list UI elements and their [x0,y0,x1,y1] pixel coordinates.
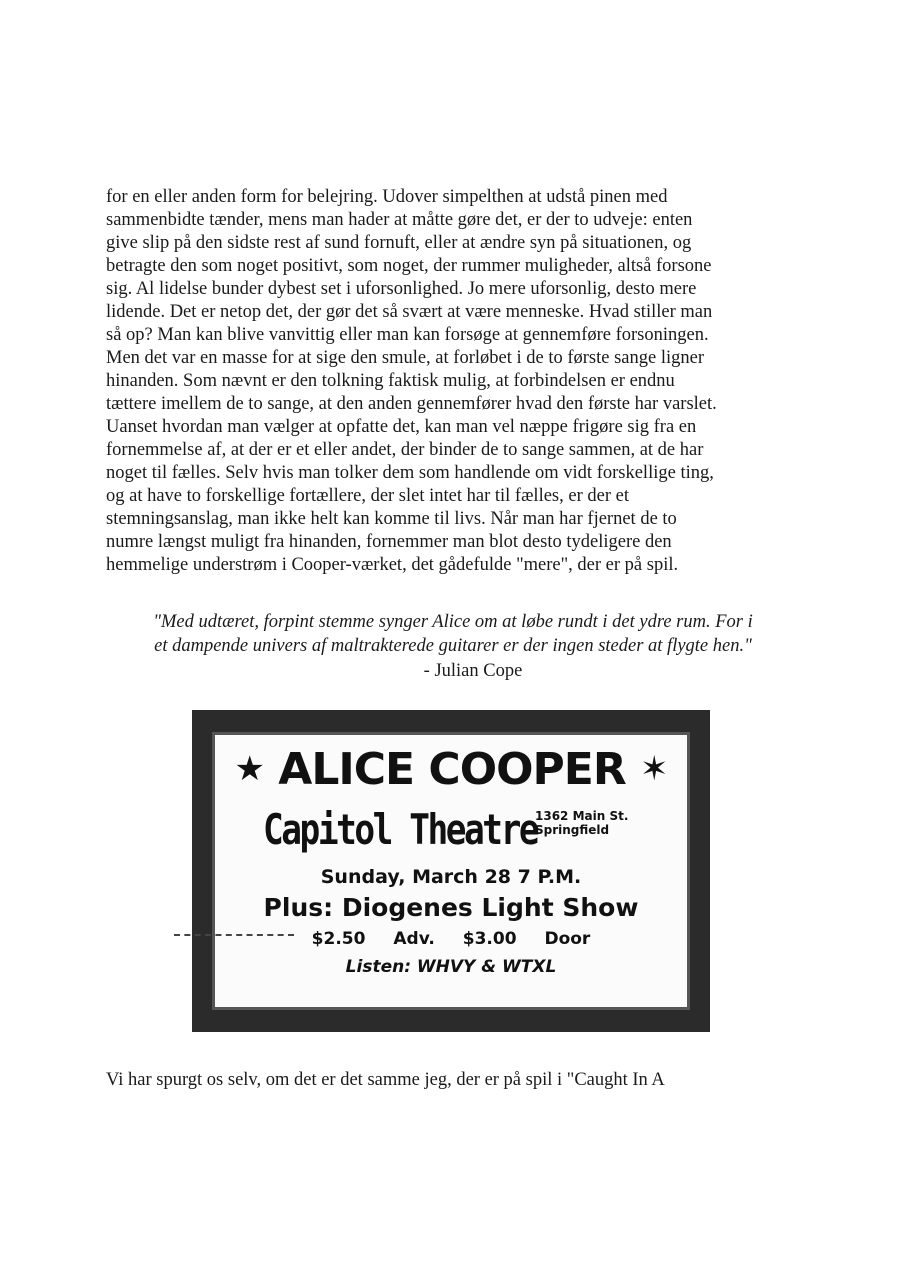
body-line: numre længst muligt fra hinanden, fornemmer man blot desto tydeligere den [106,532,672,552]
quote-line: et dampende univers af maltrakterede guitarer er der ingen steder at flygte hen." [154,636,752,656]
ad-address-street: 1362 Main St. [535,809,629,823]
star-icon: ✶ [640,749,668,789]
body-line: tættere imellem de to sange, at den anden gennemfører hvad den første har varslet. [106,394,717,414]
quote-attribution: - Julian Cope [423,661,523,681]
body-line: hinanden. Som nævnt er den tolkning faktisk mulig, at forbindelsen er endnu [106,371,675,391]
body-line: give slip på den sidste rest af sund fornuft, eller at ændre syn på situationen, og [106,233,692,253]
ad-venue-row [215,801,687,859]
final-line: Vi har spurgt os selv, om det er det samme jeg, der er på spil i "Caught In A [106,1070,665,1090]
body-line: sig. Al lidelse bunder dybest set i uforsonlighed. Jo mere uforsonlig, desto mere [106,279,697,299]
ad-venue: Capitol Theatre [263,805,538,854]
ad-headline-row [215,743,687,795]
body-line: og at have to forskellige fortællere, der slet intet har til fælles, er der et [106,486,629,506]
star-icon: ★ [234,749,264,789]
quote-block [100,610,806,684]
body-line: noget til fælles. Selv hvis man tolker dem som handlende om vidt forskellige ting, [106,463,714,483]
scan-artifact-dash [174,934,294,936]
body-line: Men det var en masse for at sige den smule, at forløbet i de to første sange ligner [106,348,704,368]
ad-headline: ALICE COOPER [278,744,626,795]
body-line: så op? Man kan blive vanvittig eller man kan forsøge at gennemføre forsoningen. [106,325,709,345]
ad-address [535,809,628,837]
body-paragraph [106,186,806,577]
ad-listen: Listen: WHVY & WTXL [345,957,557,977]
ad-address-city: Springfield [535,823,610,837]
concert-ad-clipping [192,710,710,1032]
body-line: stemningsanslag, man ikke helt kan komme til livs. Når man har fjernet de to [106,509,677,529]
body-line: lidende. Det er netop det, der gør det så svært at være menneske. Hvad stiller man [106,302,713,322]
ad-plus: Plus: Diogenes Light Show [263,893,639,922]
body-line: hemmelige understrøm i Cooper-værket, det gådefulde "mere", der er på spil. [106,555,679,575]
body-line: fornemmelse af, at der er et eller andet, der binder de to sange sammen, at de har [106,440,704,460]
body-line: for en eller anden form for belejring. Udover simpelthen at udstå pinen med [106,187,668,207]
quote-line: "Med udtæret, forpint stemme synger Alice om at løbe rundt i det ydre rum. For i [153,612,753,632]
body-line: betragte den som noget positivt, som noget, der rummer muligheder, altså forsone [106,256,712,276]
ad-date: Sunday, March 28 7 P.M. [320,866,582,888]
body-line: sammenbidte tænder, mens man hader at måtte gøre det, er der to udveje: enten [106,210,693,230]
body-line: Uanset hvordan man vælger at opfatte det, kan man vel næppe frigøre sig fra en [106,417,697,437]
ad-content [212,732,690,1010]
ad-prices: $2.50 Adv. $3.00 Door [311,929,591,949]
